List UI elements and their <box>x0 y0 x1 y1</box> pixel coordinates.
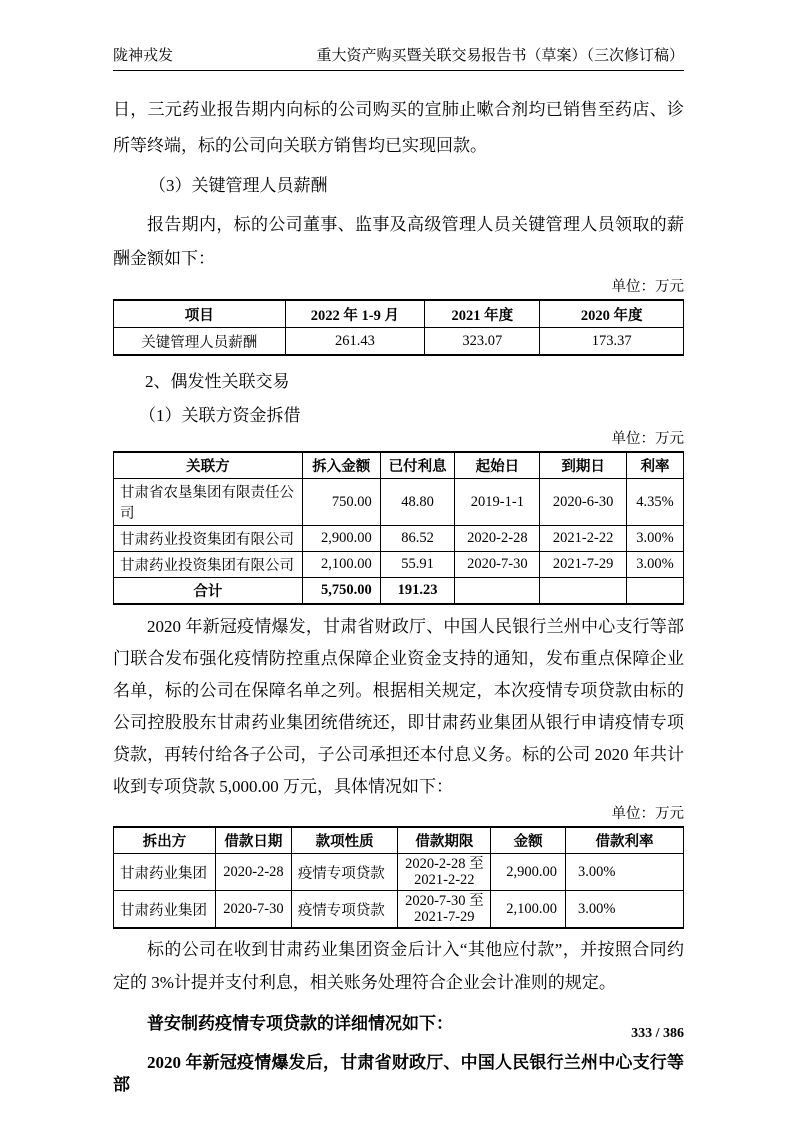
paragraph-compensation-intro: 报告期内，标的公司董事、监事及高级管理人员关键管理人员领取的薪酬金额如下： <box>113 215 684 268</box>
compensation-table <box>113 299 684 356</box>
table-cell: 疫情专项贷款 <box>291 854 398 891</box>
heading-key-management-compensation: （3）关键管理人员薪酬 <box>149 176 328 195</box>
loan-period-start: 2020-2-28 至 <box>405 856 484 872</box>
table-cell: 86.52 <box>380 526 455 552</box>
table-cell: 2019-1-1 <box>455 479 540 526</box>
paragraph-loan-background: 2020 年新冠疫情爆发，甘肃省财政厅、中国人民银行兰州中心支行等部门联合发布强化疫情防控重点保障企业资金支持的通知，发布重点保障企业名单，标的公司在保障名单之列。根据相关规定，本次疫情专项贷款由标的公司控股股东甘肃药业集团统借统还，即甘肃药业集团从银行申请疫情专项贷款，再转付给各子公司，子公司承担还本付息义务。标的公司 2020 年共计收到专项贷款 5,000.00 万元，具体情况如下： <box>113 617 684 796</box>
unit-label-borrowing: 单位：万元 <box>611 431 684 447</box>
table-cell: 2,100.00 <box>302 552 380 578</box>
header-short-title: 陇神戎发 <box>113 48 174 64</box>
column-header: 2020 年度 <box>540 300 684 328</box>
table-row <box>114 526 684 552</box>
loan-period-start: 2020-7-30 至 <box>405 893 484 909</box>
column-header: 拆出方 <box>114 827 216 854</box>
loan-period-end: 2021-7-29 <box>414 909 475 925</box>
table-cell: 2020-2-28 <box>216 854 292 891</box>
table-cell <box>626 578 683 605</box>
column-header: 款项性质 <box>291 827 398 854</box>
table-cell: 2,100.00 <box>491 891 566 929</box>
paragraph-sales-settlement: 日，三元药业报告期内向标的公司购买的宣肺止嗽合剂均已销售至药店、诊所等终端，标的公司向关联方销售均已实现回款。 <box>113 100 684 155</box>
table-cell: 323.07 <box>425 328 540 356</box>
table-row <box>114 328 684 356</box>
table-cell: 3.00% <box>565 854 683 891</box>
running-header <box>113 0 684 71</box>
table-cell: 3.00% <box>626 526 683 552</box>
column-header: 借款期限 <box>398 827 491 854</box>
column-header: 借款日期 <box>216 827 292 854</box>
fund-borrowing-table <box>113 451 684 605</box>
table-cell: 5,750.00 <box>302 578 380 605</box>
column-header: 已付利息 <box>380 452 455 479</box>
column-header: 到期日 <box>540 452 627 479</box>
column-header: 2021 年度 <box>425 300 540 328</box>
table-cell: 191.23 <box>380 578 455 605</box>
table-cell <box>398 854 491 891</box>
page-number: 333 / 386 <box>631 1026 684 1041</box>
table-cell: 750.00 <box>302 479 380 526</box>
total-label-cell: 合计 <box>114 578 303 605</box>
table-row <box>114 891 684 929</box>
table-cell: 4.35% <box>626 479 683 526</box>
table-cell <box>398 891 491 929</box>
column-header: 拆入金额 <box>302 452 380 479</box>
table-cell: 55.91 <box>380 552 455 578</box>
column-header: 借款利率 <box>565 827 683 854</box>
table-cell: 2020-6-30 <box>540 479 627 526</box>
table-cell: 2,900.00 <box>302 526 380 552</box>
unit-label-compensation: 单位：万元 <box>611 279 684 295</box>
column-header: 项目 <box>114 300 286 328</box>
table-cell: 2021-7-29 <box>540 552 627 578</box>
borrowing-table-header-row <box>114 452 684 479</box>
table-cell: 3.00% <box>626 552 683 578</box>
table-cell: 3.00% <box>565 891 683 929</box>
heading-fund-borrowing: （1）关联方资金拆借 <box>139 406 301 425</box>
bold-note-puan-background: 2020 年新冠疫情爆发后，甘肃省财政厅、中国人民银行兰州中心支行等部 <box>113 1053 684 1094</box>
table-cell: 甘肃省农垦集团有限责任公司 <box>114 479 303 526</box>
table-cell: 2,900.00 <box>491 854 566 891</box>
table-row <box>114 854 684 891</box>
table-cell: 261.43 <box>285 328 425 356</box>
unit-label-loans: 单位：万元 <box>611 806 684 822</box>
table-cell: 甘肃药业集团 <box>114 854 216 891</box>
table-cell: 48.80 <box>380 479 455 526</box>
table-cell <box>455 578 540 605</box>
table-cell: 疫情专项贷款 <box>291 891 398 929</box>
table-cell: 甘肃药业投资集团有限公司 <box>114 526 303 552</box>
table-cell: 2020-7-30 <box>216 891 292 929</box>
table-cell: 甘肃药业集团 <box>114 891 216 929</box>
paragraph-accounting-treatment: 标的公司在收到甘肃药业集团资金后计入“其他应付款”，并按照合同约定的 3%计提并支付利息，相关账务处理符合企业会计准则的规定。 <box>113 940 684 992</box>
table-cell <box>540 578 627 605</box>
column-header: 关联方 <box>114 452 303 479</box>
column-header: 2022 年 1-9 月 <box>285 300 425 328</box>
table-row <box>114 479 684 526</box>
loan-period-end: 2021-2-22 <box>414 872 475 888</box>
column-header: 金额 <box>491 827 566 854</box>
heading-occasional-transactions: 2、偶发性关联交易 <box>145 372 290 391</box>
bold-note-puan-detail: 普安制药疫情专项贷款的详细情况如下： <box>147 1014 453 1033</box>
table-cell: 甘肃药业投资集团有限公司 <box>114 552 303 578</box>
column-header: 利率 <box>626 452 683 479</box>
table-row <box>114 552 684 578</box>
table-cell: 2020-7-30 <box>455 552 540 578</box>
table-cell: 2020-2-28 <box>455 526 540 552</box>
special-loan-table <box>113 826 684 929</box>
header-report-title: 重大资产购买暨关联交易报告书（草案）（三次修订稿） <box>316 48 684 64</box>
table-cell: 173.37 <box>540 328 684 356</box>
loan-table-header-row <box>114 827 684 854</box>
compensation-table-header-row <box>114 300 684 328</box>
table-cell: 关键管理人员薪酬 <box>114 328 286 356</box>
table-total-row <box>114 578 684 605</box>
column-header: 起始日 <box>455 452 540 479</box>
table-cell: 2021-2-22 <box>540 526 627 552</box>
